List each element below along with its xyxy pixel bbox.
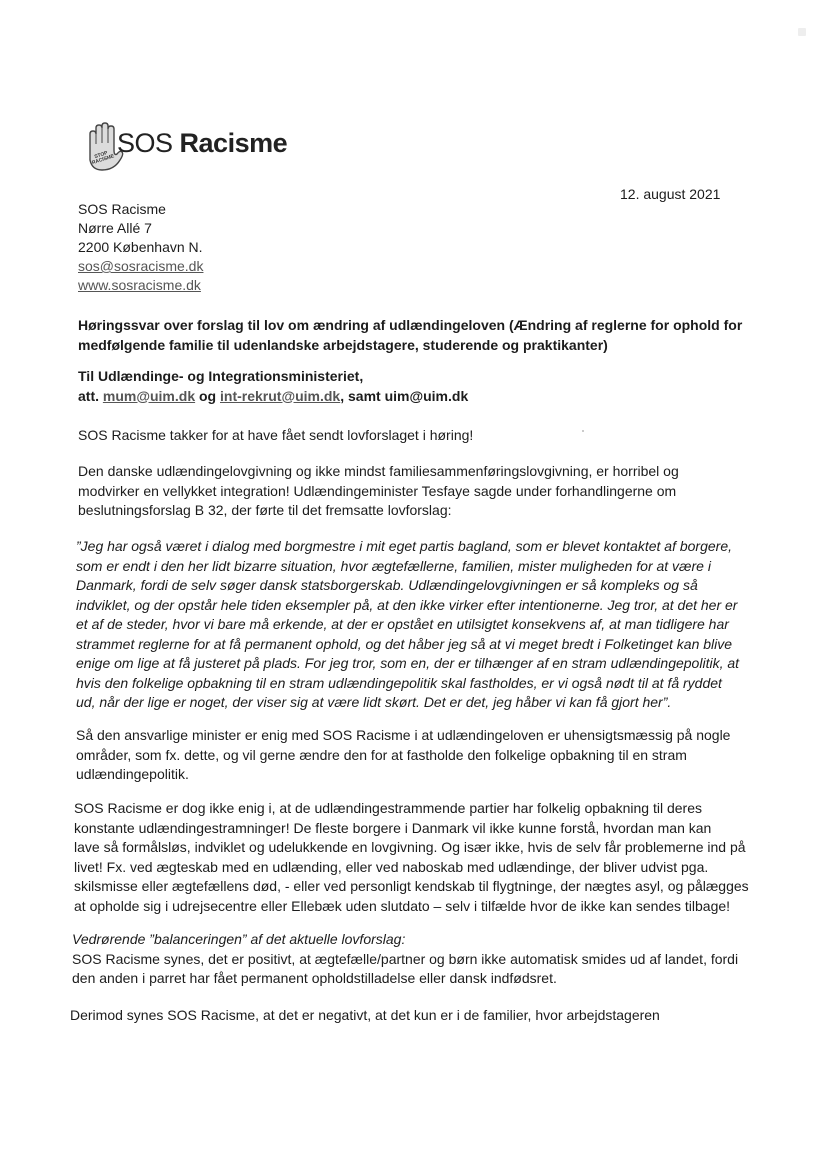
quote-line: strammet reglerne for at få permanent ophold, og det håber jeg så at vi meget bredt i Folketinget kan blive [76,635,733,652]
paragraph-4 [72,930,738,989]
paragraph-4-line: den anden i parret har fået permanent opholdstilladelse eller dansk indfødsret. [72,970,557,986]
quote-line: hvis den folkelige opbakning til en stram udlændingepolitik skal fastholdes, er vi også nødt til at få ryddet [76,674,722,691]
quote-line: et af de steder, hvor vi bare må erkende, at der er opstået en utilsigtet konsekvens af, at man tidligere har [76,616,729,632]
recipient-block [78,367,758,406]
paragraph-4-heading: Vedrørende ”balanceringen” af det aktuelle lovforslag: [72,931,406,947]
recipient-suffix: , samt uim@uim.dk [340,387,469,404]
quote-line: ”Jeg har også været i dialog med borgmestre i mit eget partis bagland, som er blevet kontaktet af borgere, [76,538,733,554]
logo-name-light: SOS [117,128,173,158]
sender-web-link[interactable]: www.sosracisme.dk [78,277,201,293]
sender-address [78,200,203,295]
paragraph-3-line: lave så formålsløs, indviklet og udelukkende en lovgivning. Og især ikke, hvis de selv får problemerne ind på [74,839,746,855]
recipient-email-1-link[interactable]: mum@uim.dk [102,387,196,404]
sender-city: 2200 København N. [78,239,203,255]
paragraph-1 [78,462,679,521]
recipient-line-1: Til Udlændinge- og Integrationsministeriet, [78,368,364,384]
paragraph-2-line: Så den ansvarlige minister er enig med SOS Racisme i at udlændingeloven er uhensigtsmæssig på nogle [76,727,731,743]
scan-speck [582,430,584,432]
sender-street: Nørre Allé 7 [78,220,152,236]
paragraph-3-line: skilsmisse eller ægtefællens død, - eller ved personligt kendskab til flygtninge, der nægtes asyl, og pålægges [74,878,749,894]
quote-line: ud, når der lige er noget, der viser sig at være lidt skørt. Det er det, jeg håber vi kan få gjort her”. [76,694,672,710]
paragraph-4-line: SOS Racisme synes, det er positivt, at ægtefælle/partner og børn ikke automatisk smides ud af landet, fordi [72,950,739,967]
logo-hand-text: STOP RACISME [91,150,116,167]
recipient-att: att. [78,387,99,404]
recipient-line-2 [78,387,758,407]
paragraph-3-line: SOS Racisme er dog ikke enig i, at de udlændingestrammende partier har folkelig opbakning til deres [74,800,703,816]
paragraph-1-line: modvirker en vellykket integration! Udlændingeminister Tesfaye sagde under forhandlingerne om [78,482,677,499]
recipient-og: og [199,387,217,404]
logo [84,120,304,172]
paragraph-thanks: SOS Racisme takker for at have fået sendt lovforslaget i høring! [78,427,474,443]
document-heading [78,316,758,355]
paragraph-3 [74,799,749,916]
heading-line-2: medfølgende familie til udenlandske arbejdstagere, studerende og praktikanter) [78,336,608,353]
paragraph-2 [76,726,730,785]
heading-line-1: Høringssvar over forslag til lov om ændring af udlændingeloven (Ændring af reglerne for ophold for [78,317,743,333]
paragraph-3-line: at opholde sig i udrejsecentre eller Ellebæk uden slutdato – selv i tilfælde hvor de ikke kan sendes tilbage! [74,897,731,914]
paragraph-5: Derimod synes SOS Racisme, at det er negativt, at det kun er i de familier, hvor arbejdstageren [70,1007,660,1023]
logo-wordmark [117,128,287,159]
logo-name-bold: Racisme [179,128,288,158]
quote-line: indviklet, og der opstår hele tiden eksempler på, at den ikke virker efter intentionerne. Jeg tror, at det her er [76,596,738,613]
paragraph-2-line: områder, som fx. dette, og vil gerne ændre den for at fastholde den folkelige opbakning til en stram [76,746,687,763]
paragraph-1-line: beslutningsforslag B 32, der førte til det fremsatte lovforslag: [78,502,452,518]
letter-date: 12. august 2021 [620,186,721,202]
recipient-email-2-link[interactable]: int-rekrut@uim.dk [220,387,341,404]
minister-quote [76,537,739,713]
sender-email-link[interactable]: sos@sosracisme.dk [78,258,204,274]
paragraph-2-line: udlændingepolitik. [76,766,189,782]
paragraph-1-line: Den danske udlændingelovgivning og ikke mindst familiesammenføringslovgivning, er horribel og [78,463,679,479]
scan-speck [798,28,806,36]
quote-line: Danmark, fordi de selv søger dansk statsborgerskab. Udlændingelovgivningen er så kompleks og så [76,577,698,593]
quote-line: som er endt i den her lidt bizarre situation, hvor ægtefællerne, familien, mister muligheden for at være i [76,557,711,574]
quote-line: enige om lige at få justeret på plads. For jeg tror, som en, der er tilhænger af en stram udlændingepolitik, at [76,655,740,671]
paragraph-3-line: livet! Fx. ved ægteskab med en udlænding, eller ved naboskab med udlændinge, der bliver udvist pga. [74,858,709,875]
sender-name: SOS Racisme [78,201,166,217]
paragraph-3-line: konstante udlændingestramninger! De fleste borgere i Danmark vil ikke kunne forstå, hvordan man kan [74,819,712,836]
